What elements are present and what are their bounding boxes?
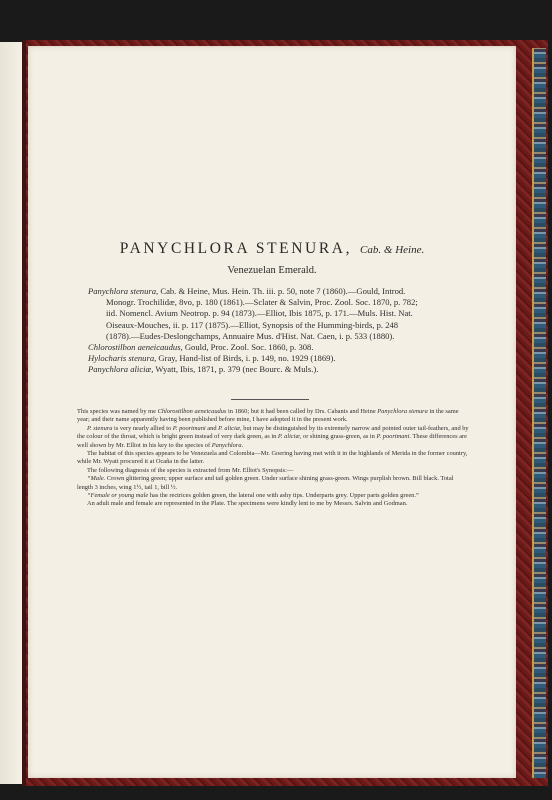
text-run: Crown glittering green; upper surface and tail golden green. Under surface shining grass-green. Wings purplish brown. Bill black. Total length 3 inches, wing 1½, tail 1, bill ½. bbox=[77, 475, 454, 491]
synonymy-entry bbox=[88, 342, 418, 353]
text-run: Chlorostilbon aeneicaudus bbox=[157, 408, 227, 415]
synonymy-entry bbox=[88, 286, 418, 342]
text-run: , but may be distinguished by its extremely narrow and pointed outer tail-feathers, and by the colour of the throat, which is bright green instead of very dark green, as in bbox=[77, 424, 469, 441]
synonymy-entry bbox=[88, 353, 418, 364]
text-run: is very nearly allied to bbox=[112, 424, 173, 432]
text-run: has the rectrices golden green, the lateral one with ashy tips. Underparts grey. Upper parts golden green.” bbox=[148, 492, 419, 500]
synonym-name: Chlorostilbon aeneicaudus, bbox=[88, 342, 183, 353]
synonym-reference: Cab. & Heine, Mus. Hein. Th. iii. p. 50, note 7 (1860).—Gould, Introd. Monogr. Trochilidæ, 8vo, p. 180 (1861).—Sclater & Salvin, Proc. Zool. Soc. 1870, p. 782; iid. Nomencl. Avium Neotrop. p. 94 (1873).—Elliot, Ibis 1875, p. 171.—Muls. Hist. Nat. Oiseaux-Mouches, ii. p. 117 (1875).—Elliot, Synopsis of the Humming-birds, p. 248 (1878).—Eudes-Deslongchamps, Annuaire Mus. d'Hist. Nat. Caen, i. p. 533 (1880). bbox=[106, 286, 418, 341]
paragraph-naming bbox=[77, 408, 469, 425]
synonym-reference: Gray, Hand-list of Birds, i. p. 149, no. 1929 (1869). bbox=[156, 353, 336, 364]
text-run: P. poortmani bbox=[172, 424, 206, 432]
gilt-edge bbox=[532, 48, 534, 778]
text-run: Panychlora stenura bbox=[377, 408, 428, 415]
text-run: Panychlora bbox=[211, 441, 242, 449]
text-run: P. aliciæ bbox=[218, 424, 241, 432]
paragraph-diagnosis-intro: The following diagnosis of the species is extracted from Mr. Elliot's Synopsis:— bbox=[87, 466, 294, 474]
text-run: P. poortmani bbox=[376, 433, 410, 441]
text-run: “Male. bbox=[87, 475, 106, 483]
synonym-name: Hylocharis stenura, bbox=[88, 353, 157, 364]
text-run: “Female or young male bbox=[87, 492, 149, 500]
section-divider bbox=[231, 399, 309, 400]
common-name: Venezuelan Emerald. bbox=[227, 265, 317, 276]
text-run: in the same year; and their name apparently having been published before mine, I have adopted it in the present work. bbox=[77, 408, 459, 424]
facing-page-edge bbox=[0, 42, 22, 784]
species-title: PANYCHLORA STENURA, bbox=[119, 240, 353, 257]
synonym-reference: Gould, Proc. Zool. Soc. 1860, p. 308. bbox=[182, 342, 314, 353]
synonym-name: Panychlora aliciæ, bbox=[88, 364, 154, 375]
paragraph-female bbox=[77, 492, 469, 500]
text-run: . bbox=[241, 441, 244, 449]
paragraph-habitat: The habitat of this species appears to be Venezuela and Colombia—Mr. Goering having met with it in the highlands of Merida in the former country, while Mr. Wyatt procured it at Ocaña in the latter. bbox=[77, 450, 468, 466]
text-run: This species was named by me bbox=[77, 408, 158, 415]
body-text bbox=[77, 408, 469, 509]
paragraph-comparison bbox=[77, 425, 469, 450]
text-run: . These differences are well shown by Mr. Elliot in his key to the species of bbox=[77, 433, 467, 449]
species-authority: Cab. & Heine. bbox=[360, 244, 425, 256]
text-run: P. stenura bbox=[87, 424, 113, 432]
text-run: and bbox=[205, 424, 219, 432]
marbled-edge bbox=[534, 48, 546, 778]
text-run: P. aliciæ bbox=[277, 433, 300, 441]
text-run: , or shining grass-green, as in bbox=[299, 433, 377, 441]
synonym-name: Panychlora stenura, bbox=[88, 286, 159, 296]
paragraph-male bbox=[77, 475, 469, 492]
synonymy-entry bbox=[88, 364, 418, 375]
synonym-reference: Wyatt, Ibis, 1871, p. 379 (nec Bourc. & Muls.). bbox=[153, 364, 319, 375]
book-page bbox=[28, 46, 516, 778]
paragraph-plate-note: An adult male and female are represented in the Plate. The specimens were kindly lent to me by Messrs. Salvin and Godman. bbox=[87, 500, 408, 508]
text-run: in 1860; but it had been called by Drs. Cabanis and Heine bbox=[226, 408, 378, 415]
species-title-line bbox=[28, 240, 516, 258]
synonymy-block bbox=[88, 286, 418, 376]
